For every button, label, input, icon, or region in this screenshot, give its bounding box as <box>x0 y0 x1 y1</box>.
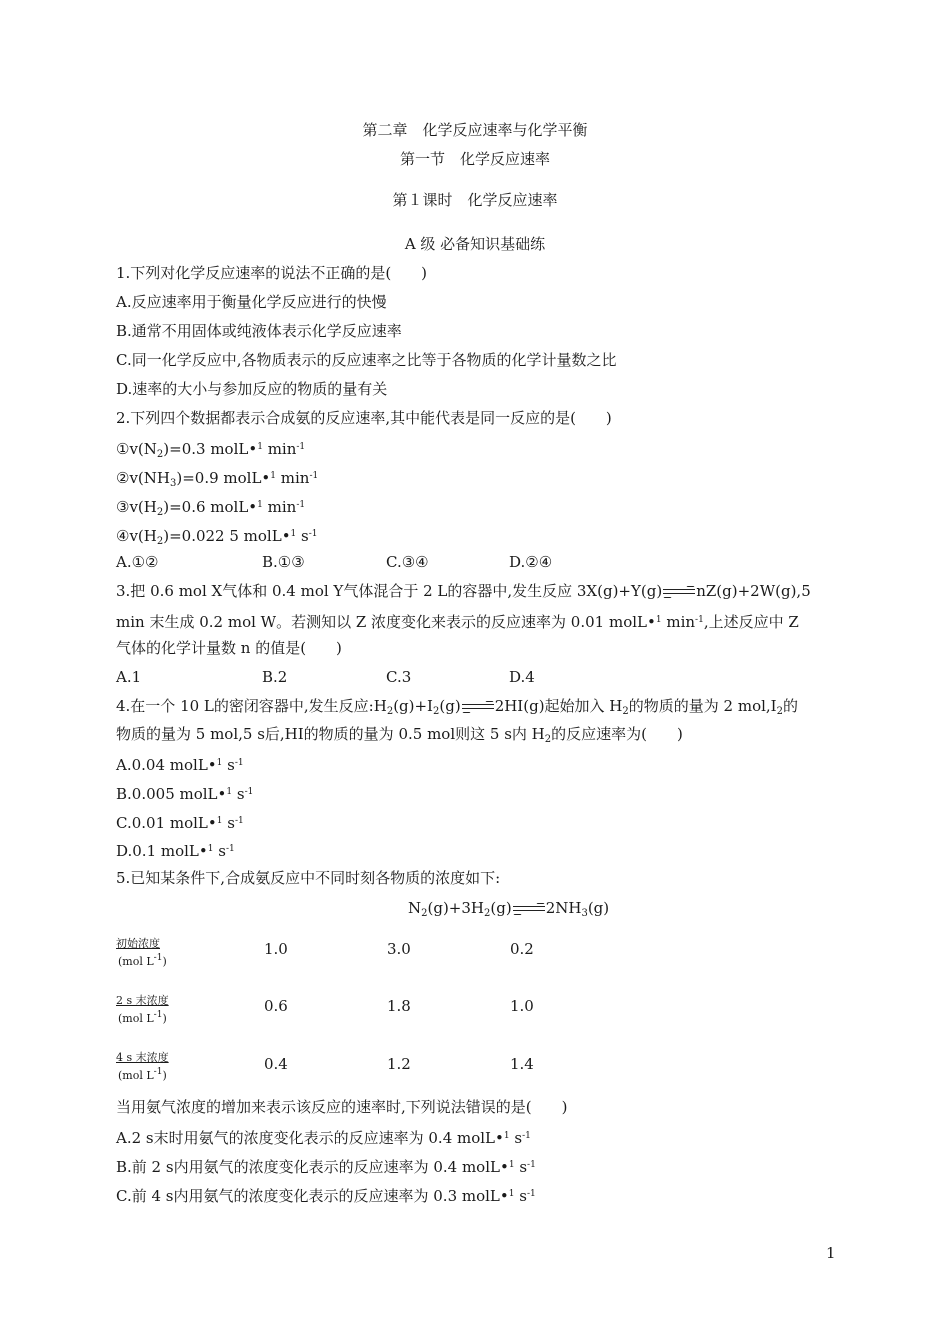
q3-option-b: B.2 <box>262 668 288 686</box>
q2-option-d: D.②④ <box>509 553 553 571</box>
q4-option-a: A.0.04 molL•$^1$ $s^{-1}$ <box>116 756 244 774</box>
q4-option-d: D.0.1 molL•$^1$ $s^{-1}$ <box>116 842 235 860</box>
q2-data-4: $④v(H_2)=0.022$ 5 molL•$^1$ $s^{-1}$ <box>116 527 318 547</box>
q5-equation: $N_2(g)+3H_2(g)$ $2NH_3(g)$ <box>408 899 610 919</box>
q3-line-3: 气体的化学计量数 n 的值是( ) <box>116 639 342 657</box>
page-number: 1 <box>826 1244 836 1262</box>
q3-option-a: A.1 <box>116 668 142 686</box>
table-cell: 0.4 <box>264 1055 288 1073</box>
q5-option-b: B.前 2 s内用氨气的浓度变化表示的反应速率为 0.4 molL•$^1$ $s^{-1}$ <box>116 1158 536 1176</box>
equilibrium-arrow-icon <box>461 701 495 713</box>
table-row-label: 2 s 末浓度 (mol $L^{-1}$) <box>116 994 169 1025</box>
q5-stem-2: 当用氨气浓度的增加来表示该反应的速率时,下列说法错误的是( ) <box>116 1098 568 1116</box>
q1-option-c: C.同一化学反应中,各物质表示的反应速率之比等于各物质的化学计量数之比 <box>116 351 617 369</box>
q3-line-2: min 末生成 0.2 mol W。若测知以 Z 浓度变化来表示的反应速率为 0.01 molL•$^1$ $\min^{-1}$,上述反应中 Z <box>116 613 799 631</box>
q1-stem: 1.下列对化学反应速率的说法不正确的是( ) <box>116 264 428 282</box>
q1-option-b: B.通常不用固体或纯液体表示化学反应速率 <box>116 322 402 340</box>
section-title: 第一节 化学反应速率 <box>399 150 550 168</box>
q2-option-a: A.①② <box>116 553 159 571</box>
table-cell: 0.6 <box>264 997 288 1015</box>
level-heading: A 级 必备知识基础练 <box>404 235 546 253</box>
table-row-label: 初始浓度 (mol $L^{-1}$) <box>116 937 167 968</box>
q2-data-2: $②v(NH_3)=0.9$ molL•$^1$ $\min^{-1}$ <box>116 469 319 489</box>
q4-line-2: 物质的量为 5 mol,5 s后,HI的物质的量为 0.5 mol则这 5 s内 $H_2$的反应速率为( ) <box>116 725 683 745</box>
q2-data-1: $①v(N_2)=0.3$ molL•$^1$ $\min^{-1}$ <box>116 440 306 460</box>
table-cell: 0.2 <box>510 940 534 958</box>
table-row-label: 4 s 末浓度 (mol $L^{-1}$) <box>116 1051 169 1082</box>
table-cell: 1.8 <box>387 997 411 1015</box>
q5-stem: 5.已知某条件下,合成氨反应中不同时刻各物质的浓度如下: <box>116 869 501 887</box>
q2-option-c: C.③④ <box>386 553 429 571</box>
q4-option-c: C.0.01 molL•$^1$ $s^{-1}$ <box>116 814 244 832</box>
q4-option-b: B.0.005 molL•$^1$ $s^{-1}$ <box>116 785 254 803</box>
q1-option-d: D.速率的大小与参加反应的物质的量有关 <box>116 380 388 398</box>
table-cell: 1.4 <box>510 1055 534 1073</box>
table-cell: 1.2 <box>387 1055 411 1073</box>
equilibrium-arrow-icon <box>662 586 696 598</box>
lesson-title: 第１课时 化学反应速率 <box>392 191 558 209</box>
chapter-title: 第二章 化学反应速率与化学平衡 <box>362 121 588 139</box>
table-cell: 3.0 <box>387 940 411 958</box>
q2-option-b: B.①③ <box>262 553 305 571</box>
q3-option-d: D.4 <box>509 668 535 686</box>
q3-line-1: 3.把 0.6 mol X气体和 0.4 mol Y气体混合于 2 L的容器中,发生反应 3X(g)+Y(g) nZ(g)+2W(g),5 <box>116 582 811 600</box>
q1-option-a: A.反应速率用于衡量化学反应进行的快慢 <box>116 293 387 311</box>
equilibrium-arrow-icon <box>512 903 546 915</box>
q2-stem: 2.下列四个数据都表示合成氨的反应速率,其中能代表是同一反应的是( ) <box>116 409 612 427</box>
q5-option-c: C.前 4 s内用氨气的浓度变化表示的反应速率为 0.3 molL•$^1$ $s^{-1}$ <box>116 1187 536 1205</box>
table-cell: 1.0 <box>264 940 288 958</box>
q3-option-c: C.3 <box>386 668 412 686</box>
q5-option-a: A.2 s末时用氨气的浓度变化表示的反应速率为 0.4 molL•$^1$ $s^{-1}$ <box>116 1129 531 1147</box>
table-cell: 1.0 <box>510 997 534 1015</box>
q2-data-3: $③v(H_2)=0.6$ molL•$^1$ $\min^{-1}$ <box>116 498 306 518</box>
q4-line-1: 4.在一个 10 L的密闭容器中,发生反应$:H_2(g)+I_2(g)$ 2HI(g)起始加入 $H_2$的物质的量为 2 $mol,I_2$的 <box>116 697 798 717</box>
